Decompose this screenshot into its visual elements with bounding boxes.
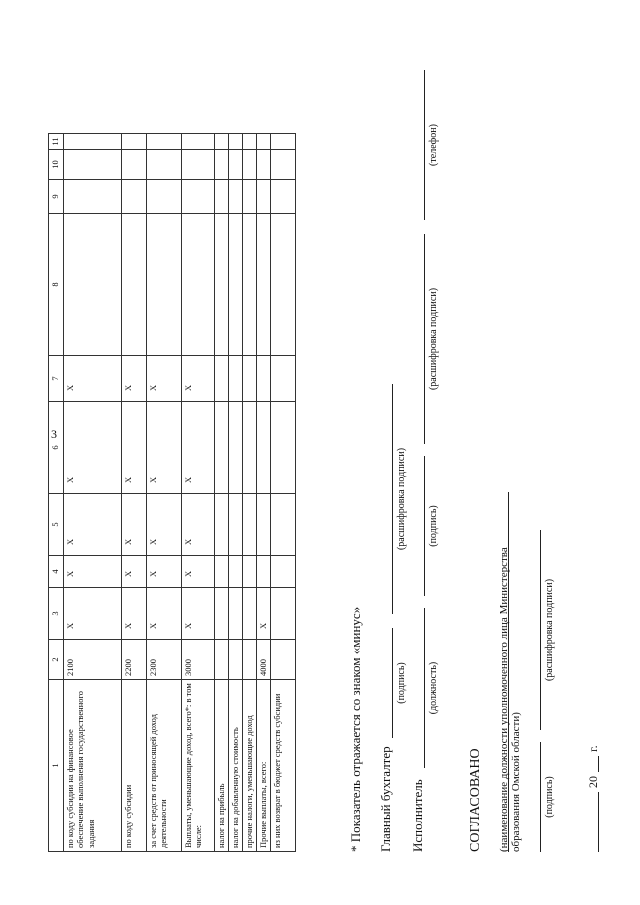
table-row <box>271 134 296 852</box>
header-cell: 11 <box>49 134 64 150</box>
value-cell[interactable] <box>182 150 215 180</box>
agreement-signature-line[interactable] <box>540 742 541 852</box>
agreement-signature-caption: (подпись) <box>544 776 555 818</box>
value-cell[interactable] <box>147 180 182 214</box>
table-row <box>147 134 182 852</box>
table-row <box>229 134 243 852</box>
value-cell[interactable] <box>271 134 296 150</box>
report-sheet <box>0 30 640 880</box>
table-row <box>243 134 257 852</box>
value-cell[interactable]: X <box>147 402 182 494</box>
value-cell[interactable] <box>182 180 215 214</box>
table-body <box>49 134 296 852</box>
header-cell: 2 <box>49 640 64 680</box>
value-cell[interactable] <box>64 134 122 150</box>
value-cell[interactable] <box>257 356 271 402</box>
value-cell[interactable] <box>215 180 229 214</box>
row-code-cell[interactable] <box>229 640 243 680</box>
header-row <box>49 134 64 852</box>
value-cell[interactable] <box>229 556 243 588</box>
header-cell: 4 <box>49 556 64 588</box>
value-cell[interactable] <box>243 150 257 180</box>
value-cell[interactable] <box>257 214 271 356</box>
value-cell[interactable] <box>147 214 182 356</box>
value-cell[interactable] <box>215 402 229 494</box>
value-cell[interactable] <box>147 150 182 180</box>
value-cell[interactable] <box>147 134 182 150</box>
value-cell[interactable]: X <box>147 556 182 588</box>
value-cell[interactable] <box>182 134 215 150</box>
value-cell[interactable] <box>122 134 147 150</box>
value-cell[interactable] <box>64 150 122 180</box>
executor-decode-line[interactable] <box>424 234 425 444</box>
row-label-cell: за счет средств от приносящей доход деятельности <box>147 680 182 852</box>
value-cell[interactable]: X <box>182 356 215 402</box>
value-cell[interactable]: X <box>147 494 182 556</box>
value-cell[interactable] <box>215 150 229 180</box>
row-code-cell[interactable]: 3000 <box>182 640 215 680</box>
agreement-decode-caption: (расшифровка подписи) <box>544 578 555 682</box>
value-cell[interactable] <box>182 214 215 356</box>
row-label-cell: по коду субсидии на финансовое обеспечение выполнения государственного задания <box>64 680 122 852</box>
value-cell[interactable] <box>257 556 271 588</box>
chief-accountant-decode-line[interactable] <box>392 384 393 614</box>
value-cell[interactable] <box>229 588 243 640</box>
year-prefix: 20 <box>586 776 600 788</box>
value-cell[interactable] <box>271 588 296 640</box>
table-row <box>122 134 147 852</box>
value-cell[interactable]: X <box>64 556 122 588</box>
chief-accountant-signature-line[interactable] <box>392 628 393 738</box>
row-label-cell: из них возврат в бюджет средств субсидии <box>271 680 296 852</box>
value-cell[interactable] <box>243 134 257 150</box>
row-label-cell: прочие налоги, уменьшающие доход <box>243 680 257 852</box>
value-cell[interactable] <box>257 180 271 214</box>
value-cell[interactable] <box>271 402 296 494</box>
header-cell: 3 <box>49 588 64 640</box>
value-cell[interactable] <box>122 180 147 214</box>
value-cell[interactable]: X <box>122 356 147 402</box>
value-cell[interactable] <box>229 214 243 356</box>
value-cell[interactable] <box>122 150 147 180</box>
value-cell[interactable] <box>122 214 147 356</box>
executor-decode-caption: (расшифровка подписи) <box>428 287 439 391</box>
value-cell[interactable] <box>243 180 257 214</box>
executor-position-line[interactable] <box>424 608 425 768</box>
row-label-cell: налог на прибыль <box>215 680 229 852</box>
page-number: 3 <box>51 427 57 441</box>
value-cell[interactable] <box>215 214 229 356</box>
executor-signature-line[interactable] <box>424 456 425 596</box>
executor-signature-caption: (подпись) <box>428 505 439 547</box>
value-cell[interactable] <box>215 356 229 402</box>
executor-phone-line[interactable] <box>424 70 425 220</box>
year-line[interactable] <box>598 756 599 772</box>
official-position-caption: (наименование должности уполномоченного лица Министерства образования Омской области) <box>498 547 522 852</box>
chief-decode-caption: (расшифровка подписи) <box>396 447 407 551</box>
year-suffix: г. <box>586 745 600 752</box>
value-cell[interactable] <box>243 356 257 402</box>
value-cell[interactable] <box>243 588 257 640</box>
value-cell[interactable] <box>271 356 296 402</box>
value-cell[interactable] <box>271 180 296 214</box>
value-cell[interactable]: X <box>147 588 182 640</box>
value-cell[interactable] <box>257 150 271 180</box>
value-cell[interactable] <box>229 180 243 214</box>
header-cell: 10 <box>49 150 64 180</box>
payments-table <box>48 133 296 852</box>
value-cell[interactable] <box>64 214 122 356</box>
row-label-cell: по коду субсидии <box>122 680 147 852</box>
executor-label: Исполнитель <box>410 779 425 852</box>
table-row <box>182 134 215 852</box>
value-cell[interactable]: X <box>64 494 122 556</box>
value-cell[interactable]: X <box>122 402 147 494</box>
value-cell[interactable]: X <box>182 494 215 556</box>
value-cell[interactable]: X <box>122 556 147 588</box>
executor-phone-caption: (телефон) <box>428 124 439 166</box>
value-cell[interactable] <box>271 150 296 180</box>
value-cell[interactable] <box>229 134 243 150</box>
value-cell[interactable] <box>257 402 271 494</box>
agreement-decode-line[interactable] <box>540 530 541 730</box>
value-cell[interactable] <box>215 494 229 556</box>
row-label-cell: Выплаты, уменьшающие доход, всего*: в том числе: <box>182 680 215 852</box>
value-cell[interactable]: X <box>64 356 122 402</box>
table-row <box>257 134 271 852</box>
row-label-cell: налог на добавленную стоимость <box>229 680 243 852</box>
header-cell: 8 <box>49 214 64 356</box>
value-cell[interactable]: X <box>182 556 215 588</box>
value-cell[interactable]: X <box>257 588 271 640</box>
value-cell[interactable]: X <box>122 494 147 556</box>
row-code-cell[interactable]: 2300 <box>147 640 182 680</box>
header-cell: 9 <box>49 180 64 214</box>
value-cell[interactable] <box>257 134 271 150</box>
value-cell[interactable] <box>229 494 243 556</box>
value-cell[interactable]: X <box>182 402 215 494</box>
row-code-cell[interactable] <box>215 640 229 680</box>
value-cell[interactable]: X <box>147 356 182 402</box>
row-code-cell[interactable]: 2200 <box>122 640 147 680</box>
table-row <box>64 134 122 852</box>
value-cell[interactable] <box>243 214 257 356</box>
value-cell[interactable] <box>229 356 243 402</box>
date-day-line[interactable] <box>598 792 599 852</box>
value-cell[interactable] <box>257 494 271 556</box>
table-row <box>215 134 229 852</box>
row-label-cell: Прочие выплаты, всего: <box>257 680 271 852</box>
value-cell[interactable]: X <box>122 588 147 640</box>
header-cell: 7 <box>49 356 64 402</box>
value-cell[interactable]: X <box>64 588 122 640</box>
value-cell[interactable] <box>64 180 122 214</box>
value-cell[interactable] <box>243 494 257 556</box>
value-cell[interactable] <box>271 214 296 356</box>
value-cell[interactable] <box>215 556 229 588</box>
executor-position-caption: (должность) <box>428 661 439 715</box>
value-cell[interactable] <box>215 588 229 640</box>
value-cell[interactable] <box>229 402 243 494</box>
value-cell[interactable]: X <box>64 402 122 494</box>
value-cell[interactable] <box>271 556 296 588</box>
value-cell[interactable] <box>215 134 229 150</box>
value-cell[interactable]: X <box>182 588 215 640</box>
row-code-cell[interactable]: 2100 <box>64 640 122 680</box>
value-cell[interactable] <box>229 150 243 180</box>
row-code-cell[interactable]: 4000 <box>257 640 271 680</box>
header-cell: 1 <box>49 680 64 852</box>
row-code-cell[interactable] <box>243 640 257 680</box>
value-cell[interactable] <box>243 556 257 588</box>
agreement-title: СОГЛАСОВАНО <box>468 748 483 852</box>
value-cell[interactable] <box>271 494 296 556</box>
header-cell: 6 <box>49 402 64 494</box>
footnote: * Показатель отражается со знаком «минус» <box>348 606 363 852</box>
chief-accountant-label: Главный бухгалтер <box>378 746 393 852</box>
header-cell: 5 <box>49 494 64 556</box>
chief-signature-caption: (подпись) <box>396 662 407 704</box>
value-cell[interactable] <box>243 402 257 494</box>
row-code-cell[interactable] <box>271 640 296 680</box>
